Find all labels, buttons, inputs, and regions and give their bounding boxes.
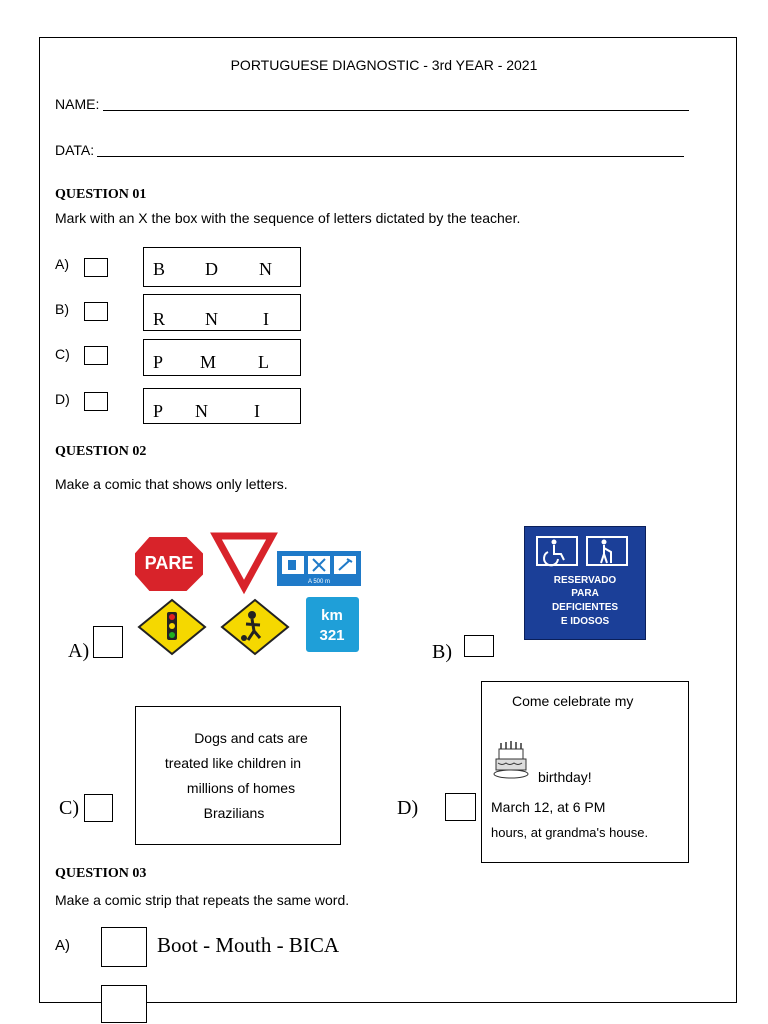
- q3-option-a-checkbox[interactable]: [101, 927, 147, 967]
- birthday-invitation-box: [481, 681, 689, 863]
- text-line: Brazilians: [203, 805, 265, 821]
- q1-option-d-label: D): [55, 391, 70, 407]
- q2-option-c-label: C): [59, 797, 79, 819]
- question-02-title: QUESTION 02: [55, 444, 147, 459]
- q1-option-d-checkbox[interactable]: [84, 392, 108, 411]
- q2-option-c-checkbox[interactable]: [84, 794, 113, 822]
- letter: R: [153, 309, 166, 329]
- q1-option-a-letters: [143, 247, 301, 287]
- page-title: PORTUGUESE DIAGNOSTIC - 3rd YEAR - 2021: [230, 57, 538, 73]
- q1-option-b-checkbox[interactable]: [84, 302, 108, 321]
- q1-option-a-checkbox[interactable]: [84, 258, 108, 277]
- date-label: DATA:: [55, 142, 95, 158]
- q2-option-a-label: A): [68, 640, 90, 662]
- question-02-instruction: Make a comic that shows only letters.: [55, 476, 288, 492]
- letter: B: [153, 259, 166, 279]
- invite-line-3: March 12, at 6 PM: [491, 799, 606, 815]
- text-line: millions of homes: [186, 780, 296, 796]
- letter: I: [254, 401, 260, 421]
- invite-line-4: hours, at grandma's house.: [491, 825, 649, 840]
- q2-option-a-checkbox[interactable]: [93, 626, 123, 658]
- q3-option-a-label: A): [55, 937, 70, 954]
- text-line: treated like children in: [164, 755, 302, 771]
- q1-option-a-label: A): [55, 256, 69, 272]
- invite-line-2: birthday!: [538, 769, 592, 785]
- question-01-title: QUESTION 01: [55, 187, 147, 202]
- stop-sign-text: PARE: [144, 553, 194, 573]
- reserved-parking-sign: [524, 526, 646, 640]
- sign-line: RESERVADO: [553, 575, 617, 586]
- q1-option-b-label: B): [55, 301, 69, 317]
- sign-line: DEFICIENTES: [551, 602, 619, 613]
- q1-option-c-label: C): [55, 346, 70, 362]
- letter: N: [205, 309, 218, 329]
- q2-option-d-label: D): [397, 797, 419, 819]
- q1-option-c-letters: [143, 339, 301, 376]
- q1-option-b-letters: [143, 294, 301, 331]
- letter: I: [263, 309, 269, 329]
- cake-icon: [493, 739, 529, 781]
- q3-option-a-text: Boot - Mouth - BICA: [157, 933, 340, 957]
- sign-line: E IDOSOS: [560, 616, 610, 627]
- question-03-instruction: Make a comic strip that repeats the same word.: [55, 892, 350, 908]
- km-sign-number: 321: [319, 627, 345, 644]
- km-sign-label: km: [321, 607, 343, 624]
- traffic-signs-image: [134, 532, 362, 659]
- text-line: Dogs and cats are: [194, 730, 308, 746]
- dogs-cats-text-box: [135, 706, 341, 845]
- q1-option-c-checkbox[interactable]: [84, 346, 108, 365]
- letter: P: [153, 401, 164, 421]
- name-label: NAME:: [55, 96, 100, 112]
- letter: N: [259, 259, 272, 279]
- question-01-instruction: Mark with an X the box with the sequence of letters dictated by the teacher.: [55, 210, 521, 226]
- q2-option-b-label: B): [432, 641, 452, 663]
- letter: P: [153, 352, 164, 372]
- q2-option-d-checkbox[interactable]: [445, 793, 476, 821]
- name-field[interactable]: [103, 110, 689, 111]
- q3-option-b-checkbox[interactable]: [101, 985, 147, 1023]
- letter: N: [195, 401, 208, 421]
- distance-sign-text: A 500 m: [307, 579, 331, 585]
- letter: M: [200, 352, 217, 372]
- q2-option-b-checkbox[interactable]: [464, 635, 494, 657]
- letter: L: [258, 352, 269, 372]
- q1-option-d-letters: [143, 388, 301, 424]
- question-03-title: QUESTION 03: [55, 866, 147, 881]
- date-field[interactable]: [97, 156, 684, 157]
- sign-line: PARA: [571, 588, 599, 599]
- letter: D: [205, 259, 218, 279]
- invite-line-1: Come celebrate my: [512, 693, 634, 709]
